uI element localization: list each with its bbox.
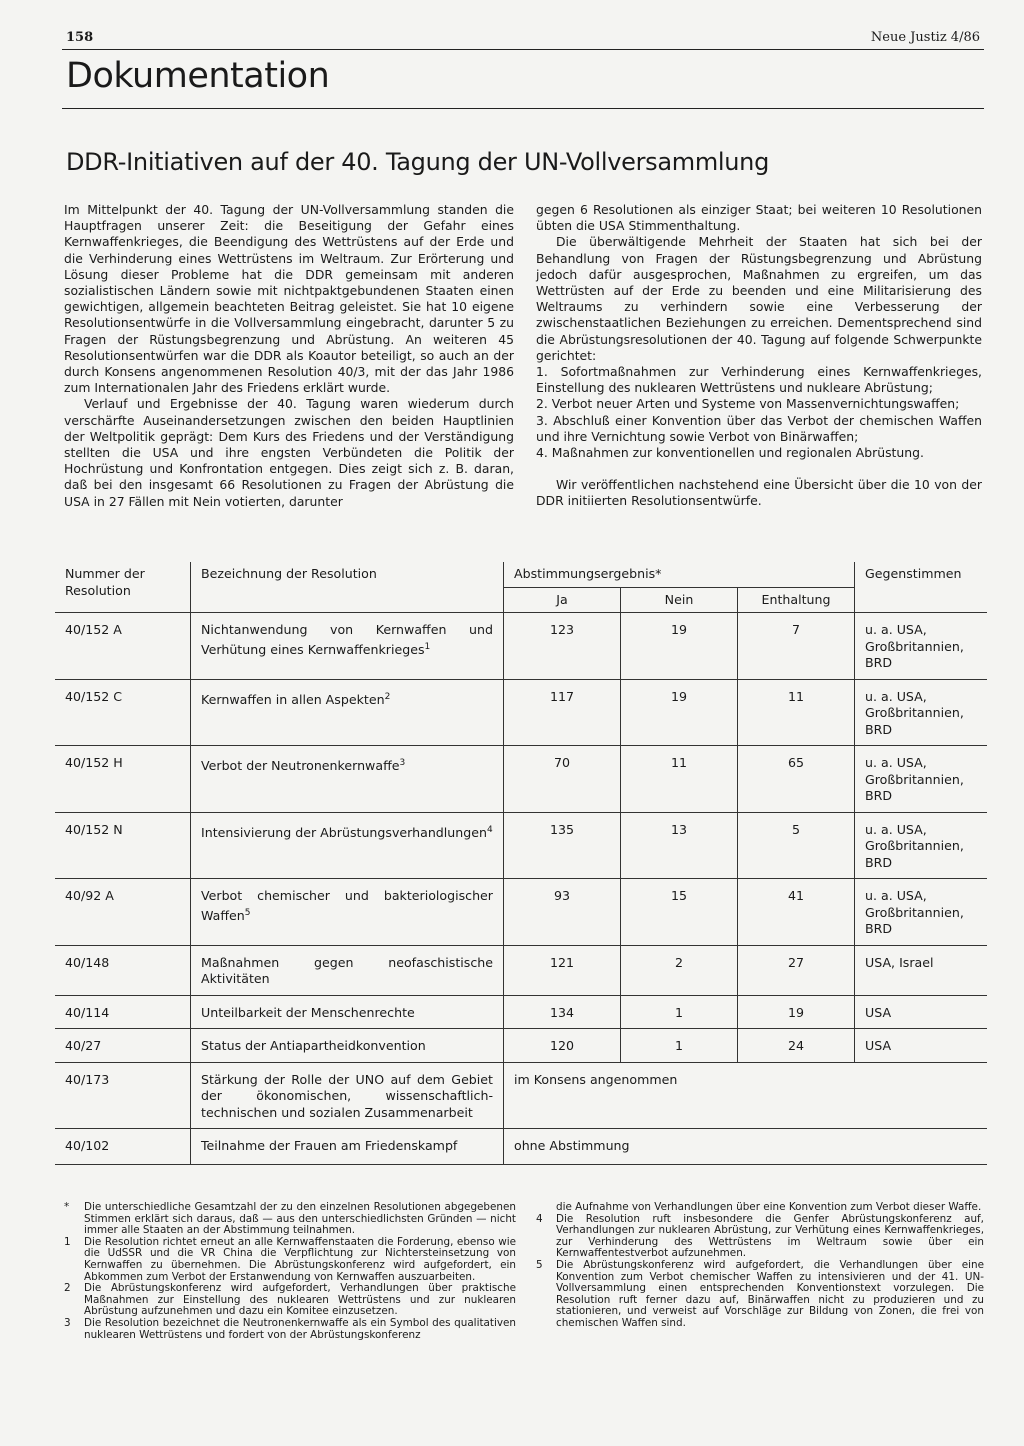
- footnote: 3 Die Resolution bezeichnet die Neutronenkernwaffe als ein Symbol des qualitativen nuklearen Wettrüstens und fordert von der Abrüstungskonferenz: [64, 1316, 516, 1341]
- resolution-name: [191, 1029, 504, 1063]
- resolution-name: [191, 746, 504, 813]
- focus-point: 4. Maßnahmen zur konventionellen und regionalen Abrüstung.: [536, 445, 924, 461]
- footnote: 2 Die Abrüstungskonferenz wird aufgefordert, Verhandlungen über praktische Maßnahmen zur Einstellung des nuklearen Wettrüstens und zur nuklearen Abrüstung aufzunehmen und dazu ein Komitee einzusetzen.: [64, 1282, 516, 1318]
- focus-point: 2. Verbot neuer Arten und Systeme von Massenvernichtungswaffen;: [536, 396, 960, 412]
- footnotes-left: [64, 1202, 516, 1341]
- votes-abstain: 65: [738, 746, 855, 813]
- table-row: [55, 879, 987, 946]
- resolution-name: [191, 679, 504, 746]
- resolution-name: [191, 613, 504, 680]
- votes-against: u. a. USA, Großbritannien, BRD: [865, 821, 964, 870]
- resolution-number: 40/102: [65, 1138, 110, 1153]
- table-row: [55, 613, 987, 680]
- footnote: 5 Die Abrüstungskonferenz wird aufgefordert, die Verhandlungen über eine Konvention zum Verbot chemischer Waffen zu intensivieren und der 41. UN-Vollversammlung einen entsprechenden Konventionstext vorzulegen. Die Resolution ruft ferner dazu auf, Binärwaffen nicht zu produzieren und zu stationieren, und verweist auf Vorschläge zur Bildung von Zonen, die frei von chemischen Waffen sind.: [536, 1258, 984, 1329]
- resolutions-table: [55, 562, 987, 1164]
- resolution-number: 40/92 A: [65, 888, 114, 903]
- votes-no: 1: [621, 995, 738, 1029]
- votes-no: 11: [621, 746, 738, 813]
- votes-against: u. a. USA, Großbritannien, BRD: [865, 688, 964, 737]
- votes-yes: 123: [504, 613, 621, 680]
- section-title: Dokumentation: [66, 56, 330, 96]
- votes-against: USA, Israel: [865, 954, 934, 970]
- resolution-name-text: Nichtanwendung von Kernwaffen und Verhütung eines Kernwaffenkrieges: [201, 622, 493, 657]
- votes-abstain: 27: [738, 945, 855, 995]
- header-rule: [62, 49, 984, 50]
- header-result: Abstimmungsergebnis*: [504, 562, 855, 587]
- resolution-number: 40/27: [65, 1038, 102, 1053]
- votes-against: USA: [865, 1004, 892, 1020]
- header-name: Bezeichnung der Resolution: [191, 562, 504, 613]
- closing-paragraph: Wir veröffentlichen nachstehend eine Übersicht über die 10 von der DDR initiierten Resolutionsentwürfe.: [536, 477, 982, 509]
- votes-yes: 135: [504, 812, 621, 879]
- votes-against: u. a. USA, Großbritannien, BRD: [865, 622, 964, 670]
- paragraph: Verlauf und Ergebnisse der 40. Tagung waren wiederum durch verschärfte Auseinandersetzungen zwischen den beiden Hauptlinien der Weltpolitik geprägt: Dem Kurs des Friedens und der Verständigung stellten die USA und ihre engsten Verbündeten die Politik der Hochrüstung und Konfrontation entgegen. Dies zeigt sich z. B. daran, daß bei den insgesamt 66 Resolutionen zu Fragen der Abrüstung die USA in 27 Fällen mit Nein votierten, darunter: [64, 396, 514, 509]
- votes-no: 13: [621, 812, 738, 879]
- resolution-name: [191, 879, 504, 946]
- table-row: [55, 1029, 987, 1063]
- header-no: Nein: [621, 587, 738, 613]
- resolution-name-text: Maßnahmen gegen neofaschistische Aktivitäten: [201, 954, 493, 986]
- votes-no: 19: [621, 613, 738, 680]
- table-row: [55, 679, 987, 746]
- footnote-ref: 1: [424, 641, 431, 652]
- table-row: [55, 1062, 987, 1129]
- resolution-name-text: Intensivierung der Abrüstungsverhandlungen: [201, 824, 487, 840]
- footnote: 4 Die Resolution ruft insbesondere die Genfer Abrüstungskonferenz auf, Verhandlungen zur nuklearen Abrüstung, zur Verhütung eines Kernwaffenkrieges, zur Verhinderung des Wettrüstens im Weltraum sowie über ein Kernwaffentestverbot aufzunehmen.: [536, 1212, 984, 1260]
- votes-abstain: 11: [738, 679, 855, 746]
- votes-yes: 117: [504, 679, 621, 746]
- article-column-right: [536, 202, 982, 510]
- resolution-number: 40/152 C: [65, 688, 123, 704]
- resolution-name-text: Kernwaffen in allen Aspekten: [201, 691, 385, 707]
- votes-abstain: 41: [738, 879, 855, 946]
- table-row: [55, 746, 987, 813]
- table-row: [55, 812, 987, 879]
- votes-yes: 70: [504, 746, 621, 813]
- votes-no: 1: [621, 1029, 738, 1063]
- footnote: 1 Die Resolution richtet erneut an alle Kernwaffenstaaten die Forderung, ebenso wie die UdSSR und die VR China die Verpflichtung zur Nichtersteinsetzung von Kernwaffen zu übernehmen. Die Abrüstungskonferenz wird aufgefordert, ein Abkommen zum Verbot der Erstanwendung von Kernwaffen auszuarbeiten.: [64, 1235, 516, 1283]
- focus-point: 3. Abschluß einer Konvention über das Verbot der chemischen Waffen und ihre Vernichtung sowie Verbot von Binärwaffen;: [536, 412, 982, 444]
- votes-yes: 120: [504, 1029, 621, 1063]
- journal-issue: Neue Justiz 4/86: [870, 30, 980, 45]
- resolution-name-text: Unteilbarkeit der Menschenrechte: [201, 1004, 415, 1020]
- paragraph: Die überwältigende Mehrheit der Staaten hat sich bei der Behandlung von Fragen der Rüstungsbegrenzung und Abrüstung jedoch dafür ausgesprochen, Maßnahmen zu ergreifen, um das Wettrüsten auf der Erde zu beenden und eine Militarisierung des Weltraums zu verhindern sowie eine Verbesserung der zwischenstaatlichen Beziehungen zu erreichen. Dementsprechend sind die Abrüstungsresolutionen der 40. Tagung auf folgende Schwerpunkte gerichtet:: [536, 234, 982, 363]
- votes-against: USA: [865, 1038, 892, 1053]
- votes-against: u. a. USA, Großbritannien, BRD: [865, 888, 964, 936]
- votes-no: 19: [621, 679, 738, 746]
- resolution-name: [191, 945, 504, 995]
- page-number: 158: [66, 30, 94, 45]
- votes-abstain: 5: [738, 812, 855, 879]
- adoption-note: im Konsens angenommen: [514, 1071, 678, 1087]
- table-row: [55, 945, 987, 995]
- paragraph: Im Mittelpunkt der 40. Tagung der UN-Vollversammlung standen die Hauptfragen unserer Zeit: die Beseitigung der Gefahr eines Kernwaffenkrieges, die Beendigung des Wettrüstens auf der Erde und die Verhinderung eines Wettrüstens im Weltraum. Zur Erörterung und Lösung dieser Probleme hat die DDR gemeinsam mit anderen sozialistischen Ländern sowie mit nichtpaktgebundenen Staaten einen gewichtigen, allgemein beachteten Beitrag geleistet. Sie hat 10 eigene Resolutionsentwürfe in die Vollversammlung eingebracht, darunter 5 zu Fragen der Rüstungsbegrenzung und Abrüstung. An weiteren 45 Resolutionsentwürfen war die DDR als Koautor beteiligt, so auch an der durch Konsens angenommenen Resolution 40/3, mit der das Jahr 1986 zum Internationalen Jahr des Friedens erklärt wurde.: [64, 202, 514, 396]
- votes-against: u. a. USA, Großbritannien, BRD: [865, 755, 964, 803]
- article-column-left: [64, 202, 514, 510]
- votes-no: 2: [621, 945, 738, 995]
- resolution-number: 40/114: [65, 1004, 110, 1020]
- resolution-name-text: Verbot der Neutronenkernwaffe: [201, 758, 400, 774]
- footnote-ref: 3: [399, 758, 406, 768]
- votes-abstain: 19: [738, 995, 855, 1029]
- resolution-number: 40/152 N: [65, 821, 123, 837]
- focus-point: 1. Sofortmaßnahmen zur Verhinderung eines Kernwaffenkrieges, Einstellung des nuklearen Wettrüstens und nukleare Abrüstung;: [536, 364, 982, 396]
- header-yes: Ja: [504, 587, 621, 613]
- votes-yes: 93: [504, 879, 621, 946]
- votes-abstain: 7: [738, 613, 855, 680]
- footnote: * Die unterschiedliche Gesamtzahl der zu den einzelnen Resolutionen abgegebenen Stimmen erklärt sich daraus, daß — aus den unterschiedlichsten Gründen — nicht immer alle Staaten an der Abstimmung teilnahmen.: [64, 1201, 516, 1237]
- footnote-continuation: die Aufnahme von Verhandlungen über eine Konvention zum Verbot dieser Waffe.: [556, 1201, 982, 1213]
- resolution-number: 40/173: [65, 1071, 110, 1087]
- footnotes-right: [536, 1202, 984, 1330]
- adoption-note: ohne Abstimmung: [514, 1138, 630, 1153]
- resolution-name-text: Status der Antiapartheidkonvention: [201, 1038, 426, 1053]
- table-row: [55, 1129, 987, 1165]
- table-row: [55, 995, 987, 1029]
- header-against: Gegenstimmen: [865, 566, 962, 581]
- section-rule: [62, 108, 984, 109]
- resolution-name: Teilnahme der Frauen am Friedenskampf: [191, 1129, 504, 1165]
- resolution-name: [191, 995, 504, 1029]
- resolution-name: Stärkung der Rolle der UNO auf dem Gebiet der ökonomischen, wissenschaftlich-technischen und sozialen Zusammenarbeit: [191, 1062, 504, 1129]
- resolution-number: 40/148: [65, 954, 110, 970]
- footnote-ref: 5: [244, 907, 251, 918]
- resolution-number: 40/152 H: [65, 755, 123, 770]
- resolution-name-text: Verbot chemischer und bakteriologischer Waffen: [201, 888, 493, 923]
- votes-yes: 134: [504, 995, 621, 1029]
- footnote-ref: 4: [487, 824, 493, 835]
- votes-no: 15: [621, 879, 738, 946]
- resolution-name: [191, 812, 504, 879]
- resolution-number: 40/152 A: [65, 622, 122, 637]
- votes-abstain: 24: [738, 1029, 855, 1063]
- article-title: DDR-Initiativen auf der 40. Tagung der UN-Vollversammlung: [66, 148, 770, 176]
- header-abstain: Enthaltung: [738, 587, 855, 613]
- paragraph: gegen 6 Resolutionen als einziger Staat; bei weiteren 10 Resolutionen übten die USA Stimmenthaltung.: [536, 202, 982, 234]
- header-number: Nummer der Resolution: [65, 566, 145, 598]
- footnote-ref: 2: [384, 691, 391, 702]
- votes-yes: 121: [504, 945, 621, 995]
